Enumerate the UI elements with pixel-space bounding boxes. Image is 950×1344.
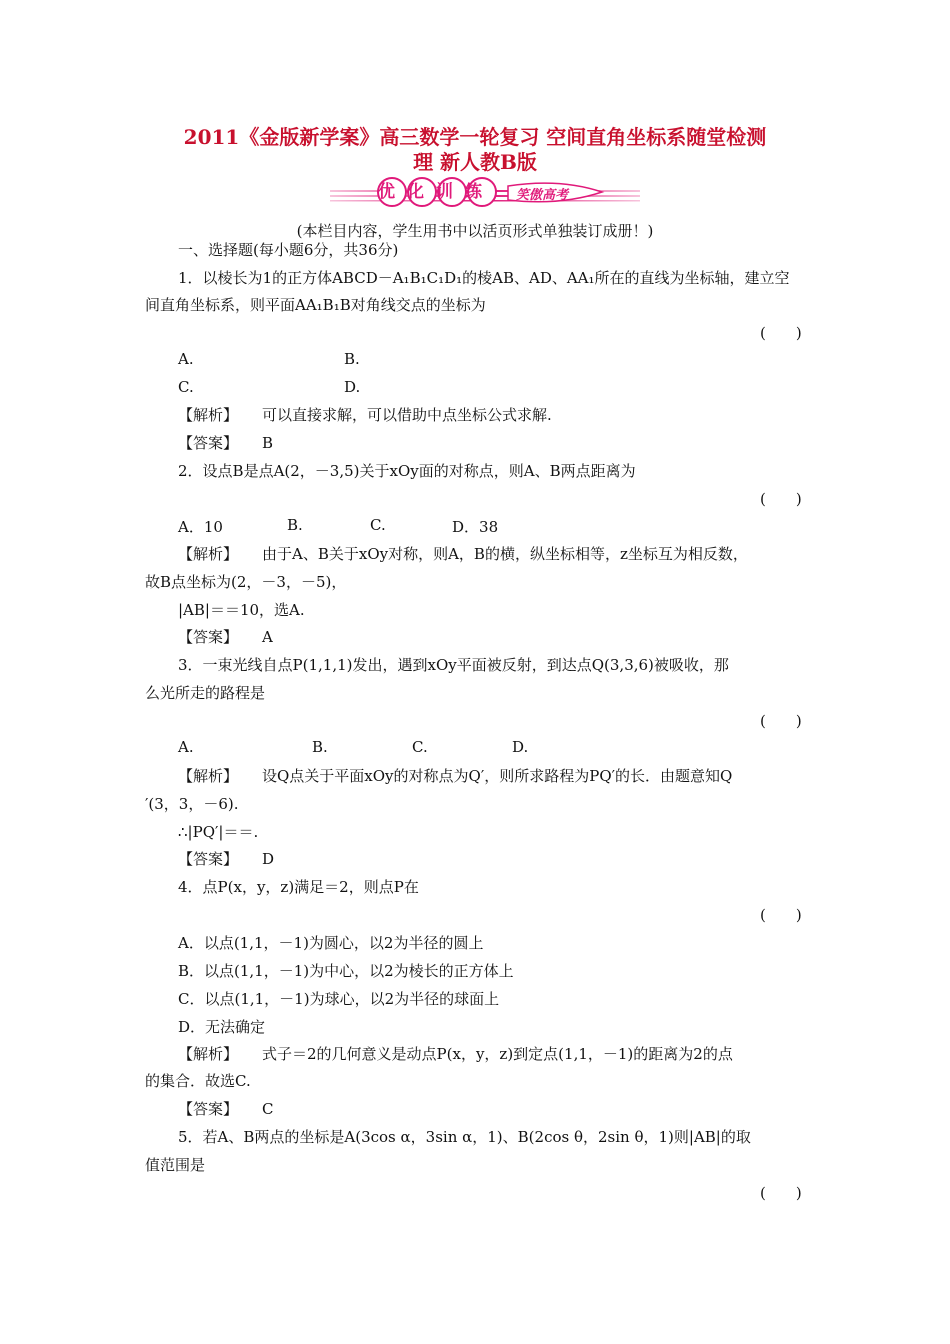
q2-option-a: A．10: [178, 518, 223, 536]
q4-option-d: D．无法确定: [178, 1018, 266, 1036]
q5-answer-blank: ( ): [760, 1184, 802, 1202]
banner-right-text: 笑傲高考: [516, 188, 569, 203]
q2-answer-label: 【答案】: [178, 628, 239, 646]
q3-answer-label: 【答案】: [178, 850, 239, 868]
q4-answer-label: 【答案】: [178, 1100, 239, 1118]
q4-text-line-1: 4．点P(x，y，z)满足＝2，则点P在: [178, 878, 419, 896]
q2-option-b: B.: [287, 516, 303, 534]
q2-text-line-1: 2．设点B是点A(2，－3,5)关于xOy面的对称点，则A、B两点距离为: [178, 462, 636, 480]
banner-left-text: 优化训练: [378, 182, 494, 202]
q2-analysis-line-3: |AB|＝＝10，选A.: [178, 601, 305, 619]
q1-text-line-2: 间直角坐标系，则平面AA₁B₁B对角线交点的坐标为: [145, 296, 486, 314]
q4-answer: C: [262, 1100, 274, 1118]
q1-answer-blank: ( ): [760, 324, 802, 342]
q3-analysis-line-2: ′(3，3，－6).: [145, 795, 239, 813]
q1-analysis: 可以直接求解，可以借助中点坐标公式求解.: [262, 406, 552, 424]
q2-answer: A: [262, 628, 273, 646]
q4-analysis-line-2: 的集合．故选C.: [145, 1072, 251, 1090]
q3-text-line-1: 3．一束光线自点P(1,1,1)发出，遇到xOy平面被反射，到达点Q(3,3,6)被吸收，那: [178, 656, 729, 674]
q3-option-d: D.: [512, 738, 529, 756]
q1-option-b: B.: [344, 350, 360, 368]
q3-answer: D: [262, 850, 275, 868]
q2-answer-blank: ( ): [760, 490, 802, 508]
q1-text-line-1: 1．以棱长为1的正方体ABCD－A₁B₁C₁D₁的棱AB、AD、AA₁所在的直线为坐标轴，建立空: [178, 269, 790, 287]
q4-answer-blank: ( ): [760, 906, 802, 924]
q4-option-b: B．以点(1,1，－1)为中心，以2为棱长的正方体上: [178, 962, 514, 980]
q1-answer-label: 【答案】: [178, 434, 239, 452]
q3-analysis-line-1: 设Q点关于平面xOy的对称点为Q′，则所求路程为PQ′的长．由题意知Q: [262, 767, 733, 785]
q3-analysis-label: 【解析】: [178, 767, 239, 785]
q3-answer-blank: ( ): [760, 712, 802, 730]
q3-analysis-line-3: ∴|PQ′|＝＝.: [178, 823, 259, 841]
q3-text-line-2: 么光所走的路程是: [145, 684, 266, 702]
q4-option-a: A．以点(1,1，－1)为圆心，以2为半径的圆上: [178, 934, 484, 952]
q3-option-a: A.: [178, 738, 194, 756]
document-title-line-2: 理 新人教B版: [413, 150, 537, 174]
q5-text-line-2: 值范围是: [145, 1156, 206, 1174]
q4-option-c: C．以点(1,1，－1)为球心，以2为半径的球面上: [178, 990, 500, 1008]
q4-analysis-line-1: 式子＝2的几何意义是动点P(x，y，z)到定点(1,1，－1)的距离为2的点: [262, 1045, 733, 1063]
q2-option-d: D．38: [452, 518, 499, 536]
q5-text-line-1: 5．若A、B两点的坐标是A(3cos α，3sin α，1)、B(2cos θ，2sin θ，1)则|AB|的取: [178, 1128, 751, 1146]
q2-option-c: C.: [370, 516, 386, 534]
q4-analysis-label: 【解析】: [178, 1045, 239, 1063]
q1-answer: B: [262, 434, 274, 452]
binding-note: (本栏目内容，学生用书中以活页形式单独装订成册！): [296, 222, 654, 240]
q1-option-d: D.: [344, 378, 361, 396]
q3-option-c: C.: [412, 738, 428, 756]
section-heading: 一、选择题(每小题6分，共36分): [178, 241, 399, 259]
q1-option-a: A.: [178, 350, 194, 368]
q2-analysis-line-1: 由于A、B关于xOy对称，则A，B的横，纵坐标相等，z坐标互为相反数，: [262, 545, 748, 563]
q2-analysis-label: 【解析】: [178, 545, 239, 563]
q3-option-b: B.: [312, 738, 328, 756]
q2-analysis-line-2: 故B点坐标为(2，－3，－5)，: [145, 573, 347, 591]
q1-analysis-label: 【解析】: [178, 406, 239, 424]
document-title-line-1: 2011《金版新学案》高三数学一轮复习 空间直角坐标系随堂检测: [183, 125, 767, 149]
q1-option-c: C.: [178, 378, 194, 396]
